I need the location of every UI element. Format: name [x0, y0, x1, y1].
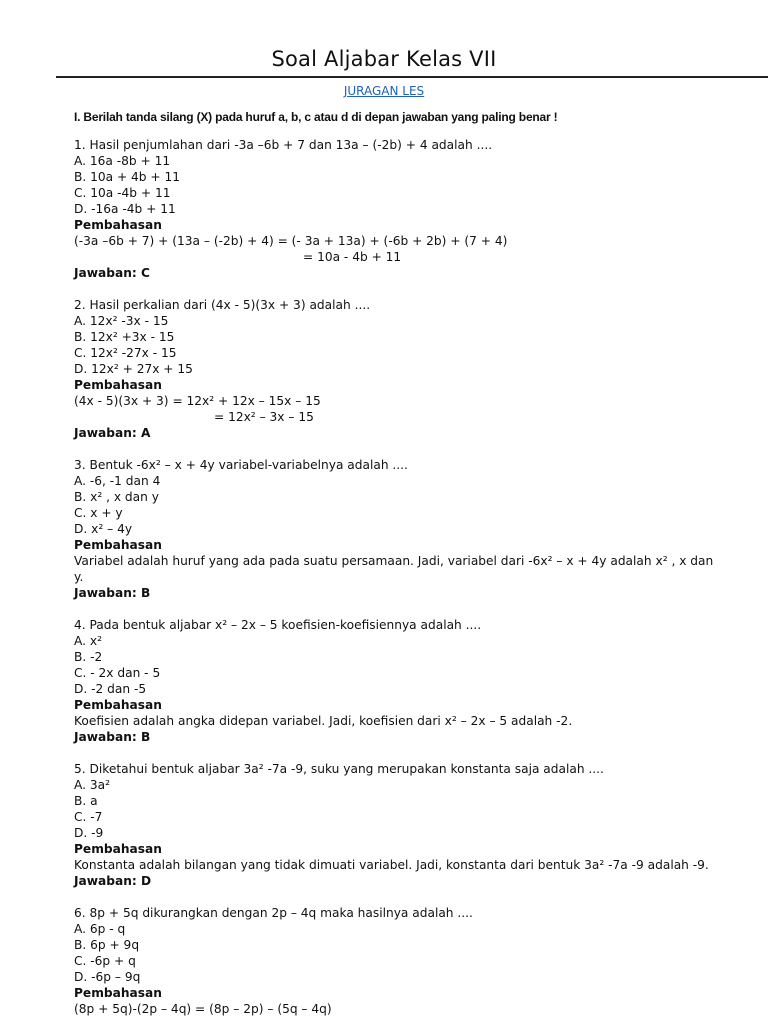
explanation-label: Pembahasan: [74, 378, 162, 392]
explanation-line: = 12x² – 3x – 15: [214, 410, 314, 424]
option-a: A. x²: [74, 634, 102, 648]
question-prompt: 6. 8p + 5q dikurangkan dengan 2p – 4q maka hasilnya adalah ....: [74, 906, 473, 920]
option-d: D. -16a -4b + 11: [74, 202, 176, 216]
answer-key: Jawaban: B: [74, 730, 151, 744]
option-a: A. 6p - q: [74, 922, 126, 936]
question-list: [74, 137, 724, 1017]
answer-key: Jawaban: C: [74, 266, 150, 280]
explanation-line: = 10a - 4b + 11: [303, 250, 402, 264]
explanation-label: Pembahasan: [74, 538, 162, 552]
option-a: A. 12x² -3x - 15: [74, 314, 169, 328]
option-c: C. -7: [74, 810, 103, 824]
option-a: A. 16a -8b + 11: [74, 154, 171, 168]
explanation-label: Pembahasan: [74, 986, 162, 1000]
question-5: [74, 761, 724, 889]
option-c: C. - 2x dan - 5: [74, 666, 161, 680]
explanation-line: Variabel adalah huruf yang ada pada suatu persamaan. Jadi, variabel dari -6x² – x + 4y adalah x² , x dan y.: [74, 554, 714, 584]
option-c: C. -6p + q: [74, 954, 136, 968]
question-3: [74, 457, 724, 601]
question-2: [74, 297, 724, 441]
option-b: B. 10a + 4b + 11: [74, 170, 181, 184]
page-title: Soal Aljabar Kelas VII: [271, 47, 497, 71]
option-a: A. -6, -1 dan 4: [74, 474, 161, 488]
option-c: C. x + y: [74, 506, 123, 520]
explanation-line: (4x - 5)(3x + 3) = 12x² + 12x – 15x – 15: [74, 394, 321, 408]
option-b: B. 12x² +3x - 15: [74, 330, 175, 344]
question-prompt: 1. Hasil penjumlahan dari -3a –6b + 7 dan 13a – (-2b) + 4 adalah ....: [74, 138, 493, 152]
option-d: D. 12x² + 27x + 15: [74, 362, 193, 376]
explanation-line: (8p + 5q)-(2p – 4q) = (8p – 2p) – (5q – 4q): [74, 1002, 332, 1016]
answer-key: Jawaban: D: [74, 874, 152, 888]
question-6: [74, 905, 724, 1017]
explanation-label: Pembahasan: [74, 842, 162, 856]
explanation-label: Pembahasan: [74, 218, 162, 232]
title-divider: [56, 76, 768, 78]
question-prompt: 4. Pada bentuk aljabar x² – 2x – 5 koefisien-koefisiennya adalah ....: [74, 618, 482, 632]
option-d: D. x² – 4y: [74, 522, 133, 536]
option-d: D. -2 dan -5: [74, 682, 147, 696]
source-link[interactable]: JURAGAN LES: [343, 84, 425, 98]
answer-key: Jawaban: A: [74, 426, 151, 440]
option-d: D. -9: [74, 826, 104, 840]
option-b: B. a: [74, 794, 98, 808]
explanation-label: Pembahasan: [74, 698, 162, 712]
explanation-line: Koefisien adalah angka didepan variabel. Jadi, koefisien dari x² – 2x – 5 adalah -2.: [74, 714, 573, 728]
question-4: [74, 617, 724, 745]
question-prompt: 5. Diketahui bentuk aljabar 3a² -7a -9, suku yang merupakan konstanta saja adalah ....: [74, 762, 604, 776]
option-d: D. -6p – 9q: [74, 970, 141, 984]
option-a: A. 3a²: [74, 778, 110, 792]
option-b: B. x² , x dan y: [74, 490, 159, 504]
instruction-text: I. Berilah tanda silang (X) pada huruf a, b, c atau d di depan jawaban yang paling benar !: [74, 110, 558, 124]
option-b: B. -2: [74, 650, 103, 664]
option-b: B. 6p + 9q: [74, 938, 140, 952]
option-c: C. 10a -4b + 11: [74, 186, 171, 200]
option-c: C. 12x² -27x - 15: [74, 346, 177, 360]
question-prompt: 2. Hasil perkalian dari (4x - 5)(3x + 3) adalah ....: [74, 298, 371, 312]
question-prompt: 3. Bentuk -6x² – x + 4y variabel-variabelnya adalah ....: [74, 458, 408, 472]
explanation-line: Konstanta adalah bilangan yang tidak dimuati variabel. Jadi, konstanta dari bentuk 3a² -7a -9 adalah -9.: [74, 858, 709, 872]
question-1: [74, 137, 724, 281]
answer-key: Jawaban: B: [74, 586, 151, 600]
explanation-line: (-3a –6b + 7) + (13a – (-2b) + 4) = (- 3a + 13a) + (-6b + 2b) + (7 + 4): [74, 234, 508, 248]
